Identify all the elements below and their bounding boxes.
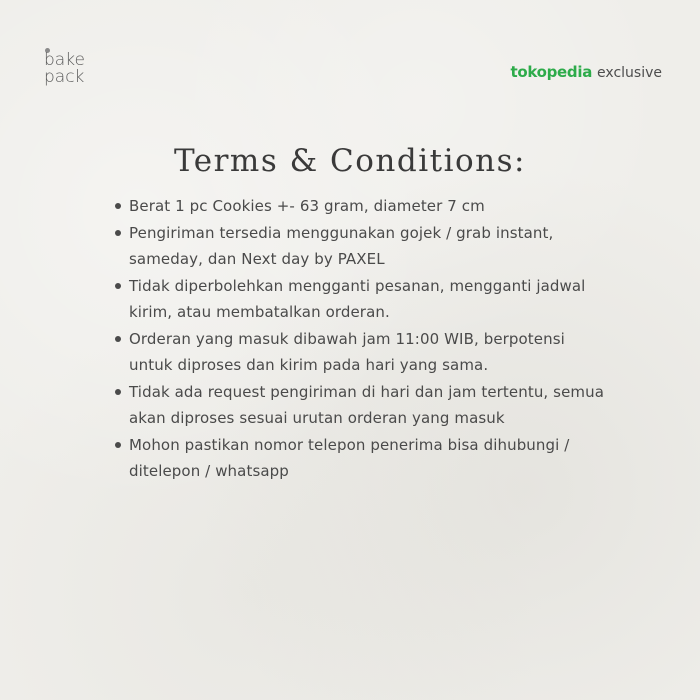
terms-list xyxy=(112,193,612,485)
tokopedia-exclusive-badge xyxy=(510,62,662,81)
logo-line-1: bake xyxy=(44,50,85,70)
term-item-phone-contact: Mohon pastikan nomor telepon penerima bisa dihubungi / ditelepon / whatsapp xyxy=(112,432,612,485)
term-item-no-changes: Tidak diperbolehkan mengganti pesanan, mengganti jadwal kirim, atau membatalkan orderan. xyxy=(112,273,612,326)
term-item-order-sequence: Tidak ada request pengiriman di hari dan jam tertentu, semua akan diproses sesuai urutan orderan yang masuk xyxy=(112,379,612,432)
term-item-cutoff-time: Orderan yang masuk dibawah jam 11:00 WIB, berpotensi untuk diproses dan kirim pada hari yang sama. xyxy=(112,326,612,379)
exclusive-label: exclusive xyxy=(597,65,662,81)
tokopedia-wordmark: tokopedia xyxy=(510,63,593,81)
page-title: Terms & Conditions: xyxy=(173,142,526,179)
logo-line-2: pack xyxy=(44,67,85,87)
bakepack-logo xyxy=(44,52,104,92)
term-item-shipping: Pengiriman tersedia menggunakan gojek / grab instant, sameday, dan Next day by PAXEL xyxy=(112,220,612,273)
term-item-weight: Berat 1 pc Cookies +- 63 gram, diameter 7 cm xyxy=(112,193,612,220)
